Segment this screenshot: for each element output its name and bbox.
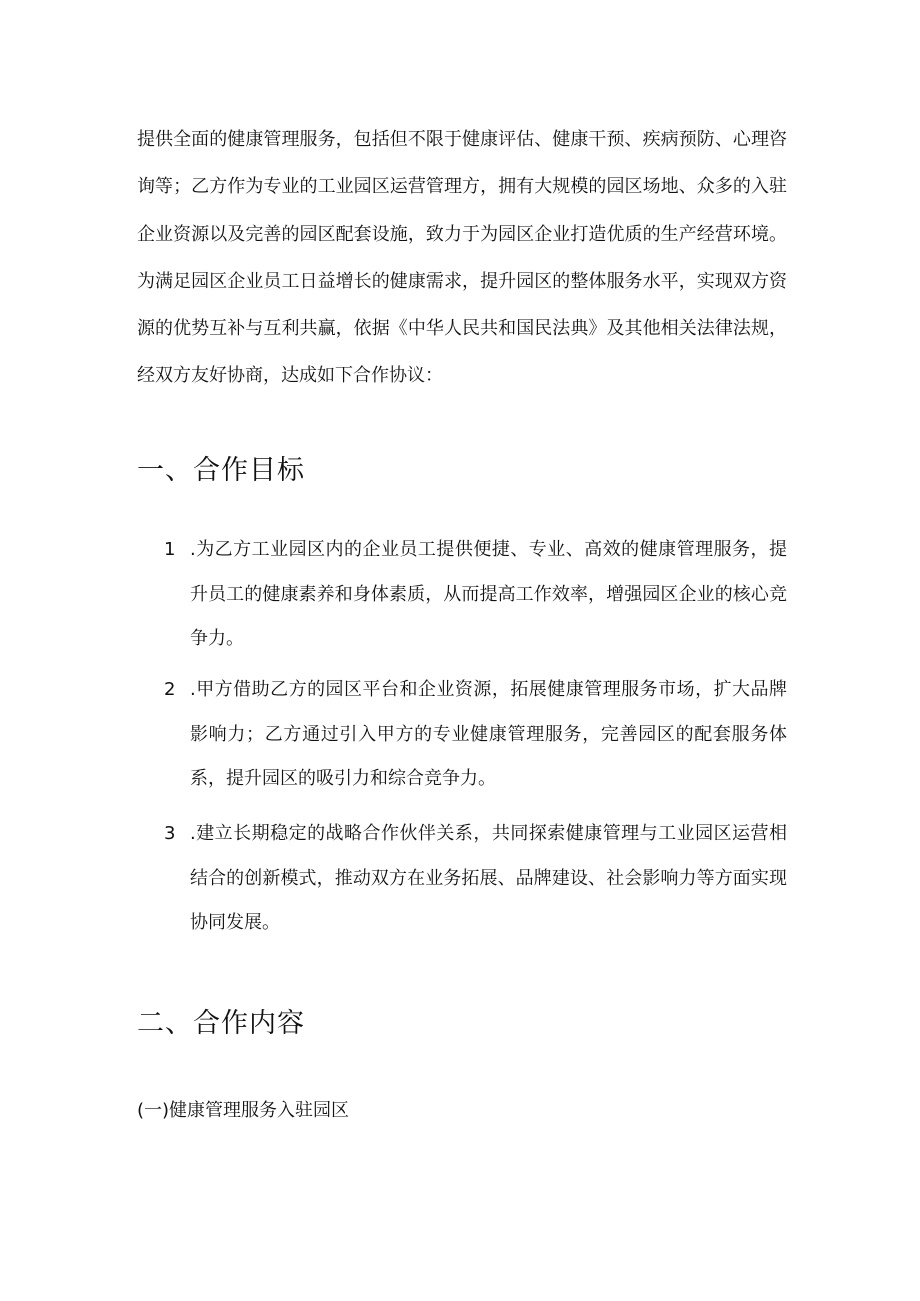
list-item xyxy=(164,812,787,946)
list-item-number: 3 xyxy=(164,823,176,844)
list-item xyxy=(164,528,787,662)
intro-paragraph: 提供全面的健康管理服务，包括但不限于健康评估、健康干预、疾病预防、心理咨询等；乙方作为专业的工业园区运营管理方，拥有大规模的园区场地、众多的入驻企业资源以及完善的园区配套设施，致力于为园区企业打造优质的生产经营环境。为满足园区企业员工日益增长的健康需求，提升园区的整体服务水平，实现双方资源的优势互补与互利共赢，依据《中华人民共和国民法典》及其他相关法律法规，经双方友好协商，达成如下合作协议： xyxy=(137,129,787,387)
list-item-number: 1 xyxy=(164,539,176,560)
subsection-heading: (一)健康管理服务入驻园区 xyxy=(137,1100,350,1121)
list-item xyxy=(164,668,787,802)
section-heading-cooperation-content: 二、合作内容 xyxy=(137,1008,305,1039)
list-item-text: .为乙方工业园区内的企业员工提供便捷、专业、高效的健康管理服务，提升员工的健康素养和身体素质，从而提高工作效率，增强园区企业的核心竞争力。 xyxy=(190,539,787,649)
list-item-text: .建立长期稳定的战略合作伙伴关系，共同探索健康管理与工业园区运营相结合的创新模式，推动双方在业务拓展、品牌建设、社会影响力等方面实现协同发展。 xyxy=(190,823,787,933)
section-heading-cooperation-goals: 一、合作目标 xyxy=(137,455,305,486)
list-item-text: .甲方借助乙方的园区平台和企业资源，拓展健康管理服务市场，扩大品牌影响力；乙方通过引入甲方的专业健康管理服务，完善园区的配套服务体系，提升园区的吸引力和综合竞争力。 xyxy=(190,679,787,789)
list-item-number: 2 xyxy=(164,679,176,700)
